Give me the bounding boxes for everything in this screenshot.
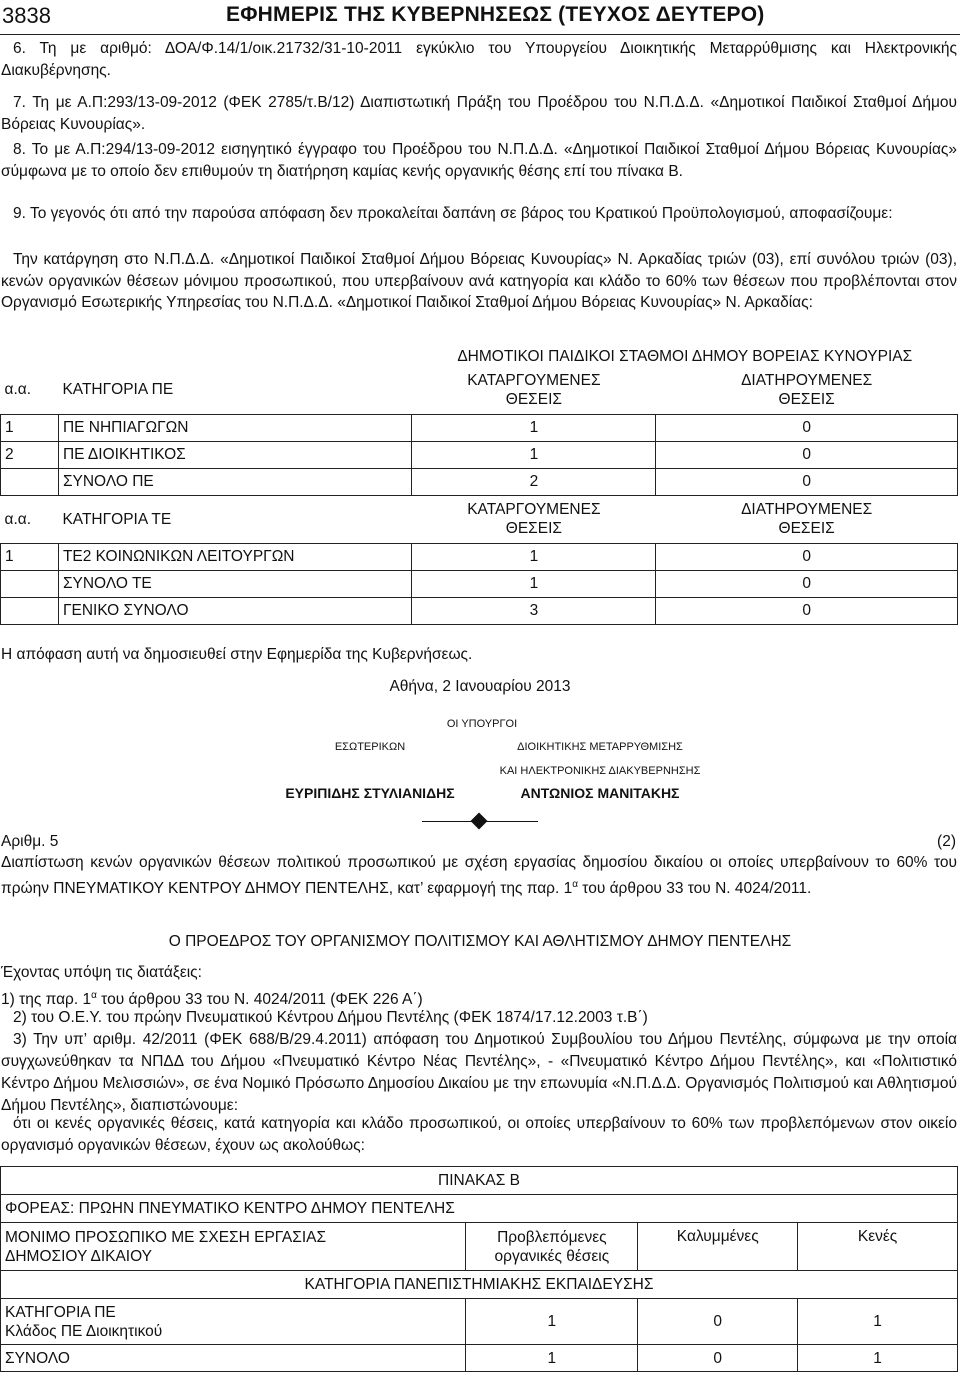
paragraph-7: 7. Τη με Α.Π:293/13-09-2012 (ΦΕΚ 2785/τ.Β/12) Διαπιστωτική Πράξη του Προέδρου του Ν.Π.Δ.Δ. «Δημοτικοί Παιδικοί Σταθμοί Δήμου Βόρειας Κυνουρίας». (1, 94, 957, 133)
paragraph-8: 8. Το με Α.Π:294/13-09-2012 εισηγητικό έγγραφο του Προέδρου του Ν.Π.Δ.Δ. «Δημοτικοί Παιδικοί Σταθμοί Δήμου Βόρειας Κυνουρίας» σύμφωνα με το οποίο δεν επιθυμούν τη διατήρηση καμίας κενής οργανικής θέσης επί του πίνακα Β. (1, 141, 957, 180)
staff-type: ΜΟΝΙΜΟ ΠΡΟΣΩΠΙΚΟ ΜΕ ΣΧΕΣΗ ΕΡΓΑΣΙΑΣ ΔΗΜΟΣΙΟΥ ΔΙΚΑΙΟΥ (1, 1223, 466, 1271)
paragraph-9: 9. Το γεγονός ότι από την παρούσα απόφαση δεν προκαλείται δαπάνη σε βάρος του Κρατικού Προϋπολογισμού, αποφασίζουμε: (13, 205, 893, 222)
finding: ότι οι κενές οργανικές θέσεις, κατά κατηγορία και κλάδο προσωπικού, οι οποίες υπερβαίνουν το 60% των προβλεπόμενων στον οικείο οργανισμό οργανικών θέσεων, έχουν ως ακολούθως: (1, 1115, 957, 1154)
grand-total-row: ΓΕΝΙΚΟ ΣΥΝΟΛΟ 3 0 (1, 597, 958, 624)
having-regard: Έχοντας υπόψη τις διατάξεις: (1, 964, 202, 981)
category-te-header: ΚΑΤΗΓΟΡΙΑ ΤΕ (62, 510, 172, 528)
publication-order: Η απόφαση αυτή να δημοσιευθεί στην Εφημερίδα της Κυβερνήσεως. (1, 646, 473, 663)
paragraph-6: 6. Τη με αριθμό: ΔΟΑ/Φ.14/1/οικ.21732/31-10-2011 εγκύκλιο του Υπουργείου Διοικητικής Μεταρρύθμισης και Ηλεκτρονικής Διακυβέρνησης. (1, 40, 957, 79)
right-minister-role-2: ΚΑΙ ΗΛΕΚΤΡΟΝΙΚΗΣ ΔΙΑΚΥΒΕΡΝΗΣΗΣ (499, 765, 701, 777)
table-row: 1 ΤΕ2 ΚΟΙΝΩΝΙΚΩΝ ΛΕΙΤΟΥΡΓΩΝ 1 0 (1, 543, 958, 570)
gazette-title: ΕΦΗΜΕΡΙΣ ΤΗΣ ΚΥΒΕΡΝΗΣΕΩΣ (ΤΕΥΧΟΣ ΔΕΥΤΕΡΟ) (226, 3, 765, 26)
filled-header: Καλυμμένες (638, 1223, 798, 1271)
provision-1: 1) της παρ. $1^\alpha$ του άρθρου 33 του Ν. 4024/2011 (ΦΕΚ 226 Α΄) (1, 990, 423, 1009)
decision-index: (2) (937, 833, 956, 850)
table-title: ΔΗΜΟΤΙΚΟΙ ΠΑΙΔΙΚΟΙ ΣΤΑΘΜΟΙ ΔΗΜΟΥ ΒΟΡΕΙΑΣ ΚΥΝΟΥΡΙΑΣ (457, 348, 913, 365)
table-row: ΚΑΤΗΓΟΡΙΑ ΠΕ Κλάδος ΠΕ Διοικητικού 1 0 1 (1, 1299, 958, 1345)
left-minister-role: ΕΣΩΤΕΡΙΚΩΝ (334, 741, 406, 753)
left-minister-name: ΕΥΡΙΠΙΔΗΣ ΣΤΥΛΙΑΝΙΔΗΣ (285, 785, 455, 801)
category-pe-header: ΚΑΤΗΓΟΡΙΑ ΠΕ (62, 381, 174, 399)
pinakas-b-table (0, 1166, 958, 1372)
decision-subject: Διαπίστωση κενών οργανικών θέσεων πολιτικού προσωπικού με σχέση εργασίας δημοσίου δικαίου οι οποίες υπερβαίνουν το 60% του πρώην ΠΝΕΥΜΑΤΙΚΟΥ ΚΕΝΤΡΟΥ ΔΗΜΟΥ ΠΕΝΤΕΛΗΣ, κατ’ εφαρμογή της παρ. $1^\alpha$ του άρθρου 33 του Ν. 4024/2011. (1, 854, 957, 898)
table-row: 1 ΠΕ ΝΗΠΙΑΓΩΓΩΝ 1 0 (1, 414, 958, 441)
diamond-separator (422, 814, 538, 828)
table-row: 2 ΠΕ ΔΙΟΙΚΗΤΙΚΟΣ 1 0 (1, 441, 958, 468)
provision-3: 3) Την υπ’ αριθμ. 42/2011 (ΦΕΚ 688/Β/29.4.2011) απόφαση του Δημοτικού Συμβουλίου του Δήμου Πεντέλης, σύμφωνα με την οποία συγχωνεύθηκαν τα ΝΠΔΔ του Δήμου «Πνευματικό Κέντρο Νέας Πεντέλης», - «Πνευματικό Κέντρο Δήμου Πεντέλης», και «Πολιτιστικό Κέντρο Δήμου Μελισσιών», σε ένα Νομικό Πρόσωπο Δημοσίου Δικαίου με την επωνυμία «Ν.Π.Δ.Δ. Οργανισμός Πολιτισμού και Αθλητισμού Δήμου Πεντέλης», διαπιστώνουμε: (1, 1031, 957, 1114)
vacant-header: Κενές (798, 1223, 958, 1271)
total-pe-row: ΣΥΝΟΛΟ ΠΕ 2 0 (1, 468, 958, 495)
place-date: Αθήνα, 2 Ιανουαρίου 2013 (389, 678, 571, 695)
category-header: ΚΑΤΗΓΟΡΙΑ ΠΑΝΕΠΙΣΤΗΜΙΑΚΗΣ ΕΚΠΑΙΔΕΥΣΗΣ (1, 1271, 958, 1299)
abolished-positions-table: ΔΗΜΟΤΙΚΟΙ ΠΑΙΔΙΚΟΙ ΣΤΑΘΜΟΙ ΔΗΜΟΥ ΒΟΡΕΙΑΣ ΚΥΝΟΥΡΙΑΣ α.α. ΚΑΤΗΓΟΡΙΑ ΠΕ ΚΑΤΑΡΓΟΥΜΕΝΕΣ ΘΕΣΕΙΣ ΔΙΑΤΗΡΟΥΜΕΝΕΣ ΘΕΣΕΙΣ 1 ΠΕ ΝΗΠΙΑΓΩΓΩΝ 1 0 2 ΠΕ ΔΙΟΙΚΗΤΙΚΟΣ 1 0 ΣΥΝΟΛΟ ΠΕ 2 0 α.α. ΚΑΤΗΓΟΡΙΑ ΤΕ ΚΑΤΑΡΓΟΥΜΕΝΕΣ ΘΕΣΕΙΣ ΔΙΑΤΗΡΟΥΜΕΝΕΣ ΘΕΣΕΙΣ 1 ΤΕ2 ΚΟΙΝΩΝΙΚΩΝ ΛΕΙΤΟΥΡΓΩΝ 1 0 ΣΥΝΟΛΟ ΤΕ 1 0 ΓΕΝΙΚΟ ΣΥΝΟΛΟ 3 0 (0, 342, 958, 625)
decision-number: Αριθμ. 5 (1, 833, 59, 850)
ministers-heading: ΟΙ ΥΠΟΥΡΓΟΙ (446, 718, 518, 730)
provision-2: 2) του Ο.Ε.Υ. του πρώην Πνευματικού Κέντρου Δήμου Πεντέλης (ΦΕΚ 1874/17.12.2003 τ.Β΄) (13, 1009, 648, 1026)
page-header (0, 0, 960, 34)
page-number: 3838 (2, 3, 51, 28)
president-heading: Ο ΠΡΟΕΔΡΟΣ ΤΟΥ ΟΡΓΑΝΙΣΜΟΥ ΠΟΛΙΤΙΣΜΟΥ ΚΑΙ ΑΘΛΗΤΙΣΜΟΥ ΔΗΜΟΥ ΠΕΝΤΕΛΗΣ (168, 933, 792, 950)
total-row: ΣΥΝΟΛΟ 1 0 1 (1, 1345, 958, 1372)
header-rule (0, 34, 960, 35)
right-minister-name: ΑΝΤΩΝΙΟΣ ΜΑΝΙΤΑΚΗΣ (520, 785, 680, 801)
table-b-title: ΠΙΝΑΚΑΣ Β (1, 1167, 958, 1195)
paragraph-decision: Την κατάργηση στο Ν.Π.Δ.Δ. «Δημοτικοί Παιδικοί Σταθμοί Δήμου Βόρειας Κυνουρίας» Ν. Αρκαδίας τριών (03), επί συνόλου τριών (03), κενών οργανικών θέσεων μόνιμου προσωπικού, που υπερβαίνουν ανά κατηγορία και κλάδο το 60% των θέσεων που προβλέπονται στον Οργανισμό Εσωτερικής Υπηρεσίας του Ν.Π.Δ.Δ. «Δημοτικοί Παιδικοί Σταθμοί Δήμου Βόρειας Κυνουρίας» Ν. Αρκαδίας: (1, 251, 957, 311)
total-te-row: ΣΥΝΟΛΟ ΤΕ 1 0 (1, 570, 958, 597)
abolished-header: ΚΑΤΑΡΓΟΥΜΕΝΕΣ ΘΕΣΕΙΣ (467, 371, 601, 408)
aa-label: α.α. (4, 381, 32, 399)
retained-header: ΔΙΑΤΗΡΟΥΜΕΝΕΣ ΘΕΣΕΙΣ (741, 371, 873, 408)
planned-header: Προβλεπόμενες οργανικές θέσεις (466, 1223, 638, 1271)
agency-row: ΦΟΡΕΑΣ: ΠΡΩΗΝ ΠΝΕΥΜΑΤΙΚΟ ΚΕΝΤΡΟ ΔΗΜΟΥ ΠΕΝΤΕΛΗΣ (1, 1195, 958, 1223)
right-minister-role-1: ΔΙΟΙΚΗΤΙΚΗΣ ΜΕΤΑΡΡΥΘΜΙΣΗΣ (517, 741, 683, 753)
diamond-icon (471, 813, 488, 830)
